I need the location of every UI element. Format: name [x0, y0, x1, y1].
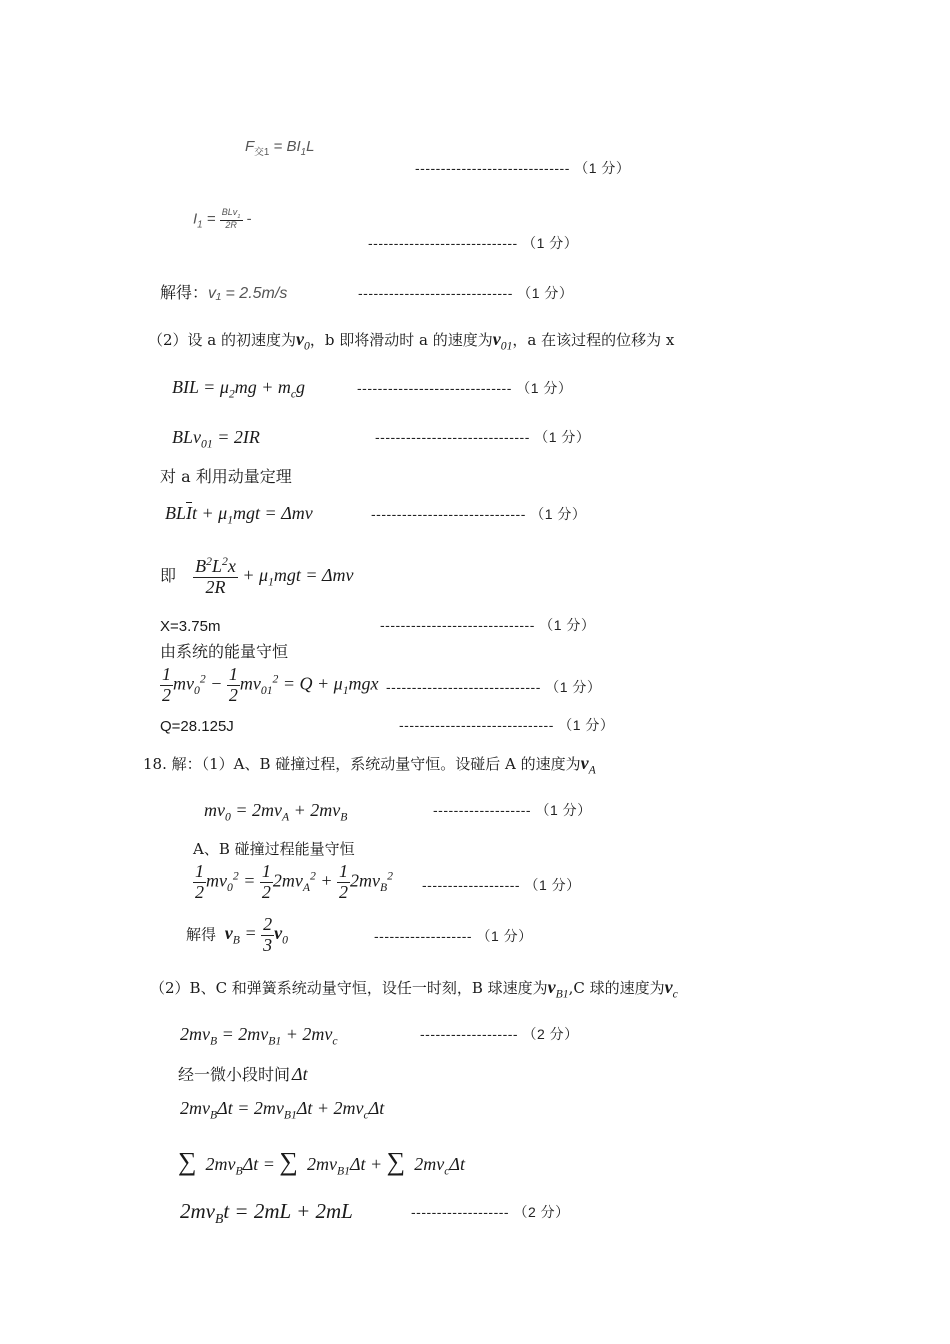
score-line: ------------------- （2 分） — [420, 1026, 579, 1042]
equation-blv: BLv$_{01}$ = 2IR — [172, 427, 260, 451]
v1-value: v₁ = 2.5m/s — [208, 285, 288, 302]
q18-part2-mid: ,C 球的速度为 — [568, 979, 665, 997]
equation-ab-energy: $\frac{1}{2}$ $mv_0^2$ = $\frac{1}{2}$ $2mv_A^2$ + $\frac{1}{2}$ $2mv_B^2$ — [195, 861, 393, 902]
score-line: ------------------------------ （1 分） — [386, 679, 602, 695]
solve-vb: 解得 $v_B$ = $\frac{2}{3}$ $v_0$ — [186, 914, 288, 955]
score-line: ------------------------------ （1 分） — [357, 380, 573, 396]
q18-intro: 18. 解：（1）A、B 碰撞过程，系统动量守恒。设碰后 A 的速度为$v_A$ — [143, 753, 596, 777]
equation-final: $2mv_Bt = 2mL + 2mL$ — [180, 1199, 353, 1227]
q-result: Q=28.125J — [160, 718, 234, 735]
score-line: ------------------------------ （1 分） — [380, 617, 596, 633]
solve-v1 — [160, 283, 287, 303]
q18-part2-text: （2）B、C 和弹簧系统动量守恒，设任一时刻，B 球速度为 — [150, 979, 548, 997]
ab-energy-label: A、B 碰撞过程能量守恒 — [193, 840, 355, 858]
equation-ji: 即 $\frac{B^2L^2x}{2R}$ + $\mu_1mgt = \Delta mv$ — [160, 555, 354, 597]
part2-intro: （2）设 a 的初速度为$v_0$，b 即将滑动时 a 的速度为$v_{01}$，a 在该过程的位移为 x — [148, 329, 675, 353]
q18-intro-text: 18. 解：（1）A、B 碰撞过程，系统动量守恒。设碰后 A 的速度为 — [143, 755, 581, 773]
small-dt-label: 经一微小段时间 — [178, 1065, 291, 1084]
score-line: ------------------------------ （1 分） — [399, 717, 615, 733]
part2-mid2: ，a 在该过程的位移为 x — [512, 331, 675, 349]
equation-current: $I_1$ = $\frac{BLv_1}{2R}$ - — [193, 207, 252, 231]
part2-mid1: ，b 即将滑动时 a 的速度为 — [309, 331, 493, 349]
score-line: ------------------------------ （1 分） — [371, 506, 587, 522]
score-line: ------------------- （1 分） — [374, 928, 533, 944]
equation-force: $F_{交1} = BI_1L$ — [245, 138, 315, 158]
energy-label: 由系统的能量守恒 — [160, 642, 289, 661]
x-result: X=3.75m — [160, 618, 221, 635]
equation-bil: BIL = $\mu_2mg + m_cg$ — [172, 377, 306, 401]
score-line: ------------------- （1 分） — [433, 802, 592, 818]
score-line: ------------------- （1 分） — [422, 877, 581, 893]
score-line: ------------------- （2 分） — [411, 1204, 570, 1220]
equation-bc-momentum: $2mv_B = 2mv_{B1} + 2mv_c$ — [180, 1024, 338, 1048]
small-dt: 经一微小段时间 Δt — [178, 1064, 308, 1084]
solve-label: 解得： — [160, 283, 209, 302]
ji-label: 即 — [160, 565, 177, 585]
equation-sum: ∑ $2mv_B\Delta t$ = ∑ $2mv_{B1}\Delta t$ + ∑ $2mv_c\Delta t$ — [178, 1147, 465, 1178]
equation-impulse: $BL\overline{I}t + \mu_1mgt = \Delta mv$ — [165, 503, 313, 527]
equation-ab-momentum: $mv_0 = 2mv_A + 2mv_B$ — [204, 800, 348, 824]
part2-intro-text: （2）设 a 的初速度为 — [148, 331, 297, 349]
momentum-a-label: 对 a 利用动量定理 — [160, 467, 292, 486]
equation-dt: $2mv_B\Delta t = 2mv_{B1}\Delta t + 2mv_c\Delta t$ — [180, 1098, 385, 1122]
q18-part2: （2）B、C 和弹簧系统动量守恒，设任一时刻，B 球速度为$v_{B1},C$ 球的速度为$v_c$ — [150, 977, 678, 1001]
score-line: ------------------------------ （1 分） — [415, 160, 631, 176]
score-line: ----------------------------- （1 分） — [368, 235, 579, 251]
equation-energy: $\frac{1}{2}$ $mv_0^2$ − $\frac{1}{2}$ $mv_{01}^2 = Q + \mu_1mgx$ — [162, 664, 379, 705]
score-line: ------------------------------ （1 分） — [358, 285, 574, 301]
score-line: ------------------------------ （1 分） — [375, 429, 591, 445]
solve-vb-label: 解得 — [186, 925, 217, 944]
